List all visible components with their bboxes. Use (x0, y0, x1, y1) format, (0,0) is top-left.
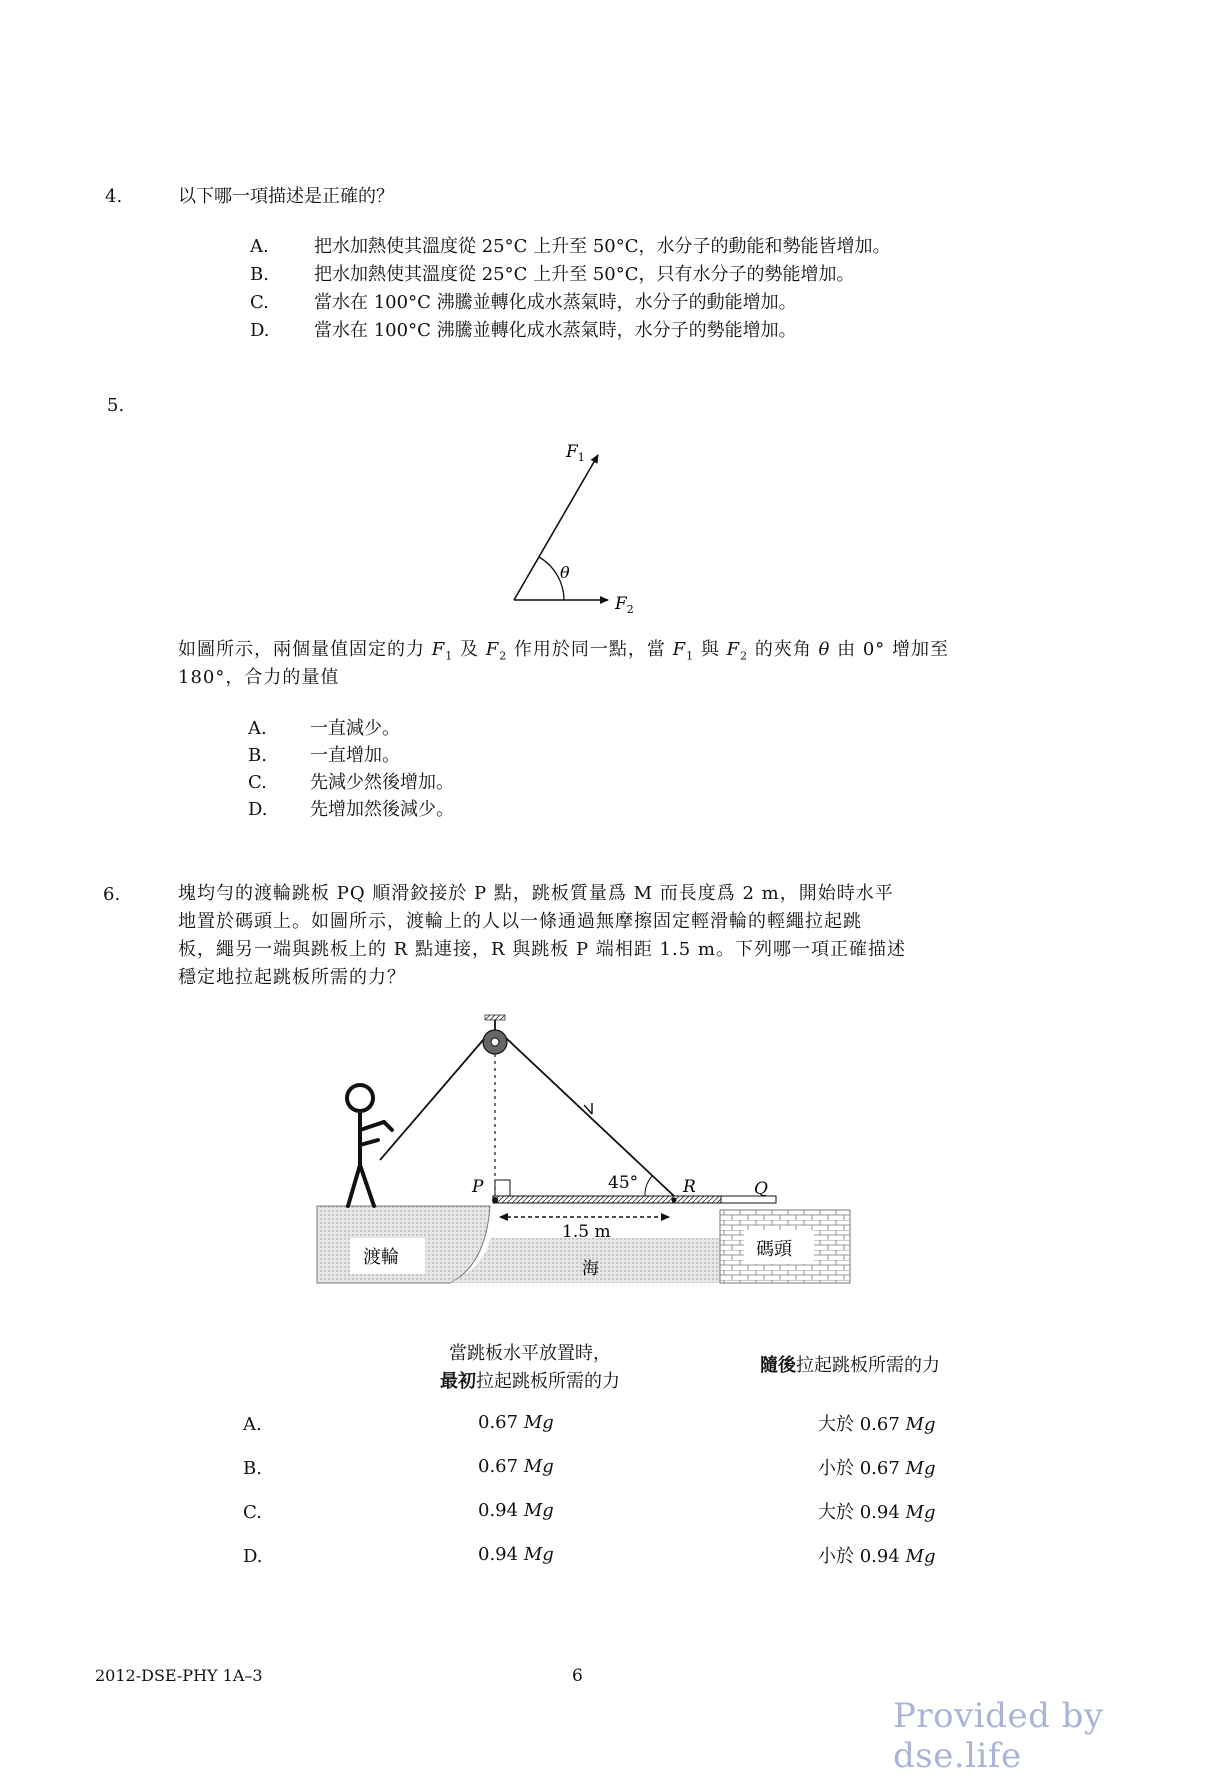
option-text: 當水在 100°C 沸騰並轉化成水蒸氣時，水分子的動能增加。 (314, 292, 797, 313)
paper-code: 2012-DSE-PHY 1A–3 (95, 1666, 263, 1685)
later-force: 小於 0.94 Mg (818, 1546, 936, 1567)
option-text: 把水加熱使其溫度從 25°C 上升至 50°C，只有水分子的勢能增加。 (314, 264, 855, 285)
gangplank-diagram (300, 1010, 870, 1300)
option-letter: B. (243, 1458, 262, 1479)
later-force: 大於 0.67 Mg (818, 1414, 936, 1435)
option-text: 一直減少。 (310, 718, 400, 739)
theta-label: θ (560, 563, 570, 582)
option-text: 當水在 100°C 沸騰並轉化成水蒸氣時，水分子的勢能增加。 (314, 320, 797, 341)
question-number: 5. (107, 395, 125, 416)
question-stem-line: 穩定地拉起跳板所需的力？ (178, 967, 406, 988)
later-force: 小於 0.67 Mg (818, 1458, 936, 1479)
ferry-label: 渡輪 (363, 1247, 399, 1268)
question-stem: 以下哪一項描述是正確的？ (178, 186, 394, 207)
later-force: 大於 0.94 Mg (818, 1502, 936, 1523)
page-number: 6 (572, 1666, 583, 1686)
option-text: 先減少然後增加。 (310, 772, 454, 793)
point-r (672, 1198, 677, 1203)
rope-to-person (380, 1039, 484, 1160)
option-text: 先增加然後減少。 (310, 799, 454, 820)
f1-arrow (514, 455, 598, 600)
initial-force: 0.94 Mg (478, 1500, 554, 1521)
option-letter: A. (248, 718, 267, 739)
question-number: 4. (105, 186, 123, 207)
distance-label: 1.5 m (562, 1222, 611, 1242)
option-letter: C. (248, 772, 267, 793)
option-text: 把水加熱使其溫度從 25°C 上升至 50°C，水分子的動能和勢能皆增加。 (314, 236, 891, 257)
sea-label: 海 (582, 1259, 599, 1279)
option-letter: D. (243, 1546, 263, 1567)
label-r: R (683, 1177, 696, 1197)
option-letter: A. (250, 236, 269, 257)
question-stem-line2: 180°，合力的量值 (178, 667, 340, 688)
pulley-mount (485, 1015, 505, 1020)
initial-force: 0.94 Mg (478, 1544, 554, 1565)
option-letter: B. (248, 745, 267, 766)
option-text: 一直增加。 (310, 745, 400, 766)
watermark: Provided by dse.life (893, 1696, 1104, 1776)
option-letter: D. (248, 799, 268, 820)
question-stem: 如圖所示，兩個量值固定的力 $F_1$ 及 $F_2$ 作用於同一點，當 $F_1$ 與 $F_2$ 的夾角 θ 由 0° 增加至 (178, 639, 950, 663)
gangplank (493, 1196, 721, 1203)
force-vector-diagram (490, 435, 670, 615)
f2-label: $F_2$ (615, 594, 634, 615)
hinge-p (492, 1197, 498, 1203)
question-number: 6. (103, 884, 121, 905)
option-letter: C. (250, 292, 269, 313)
initial-force: 0.67 Mg (478, 1412, 554, 1433)
option-letter: D. (250, 320, 270, 341)
initial-force: 0.67 Mg (478, 1456, 554, 1477)
question-stem-line: 地置於碼頭上。如圖所示，渡輪上的人以一條通過無摩擦固定輕滑輪的輕繩拉起跳 (178, 911, 862, 932)
pier-label: 碼頭 (756, 1239, 792, 1260)
f1-label: $F_1$ (566, 442, 585, 464)
angle-label: 45° (608, 1173, 639, 1193)
table-header-initial: 當跳板水平放置時， 最初拉起跳板所需的力 (440, 1343, 620, 1392)
table-header-later: 隨後拉起跳板所需的力 (760, 1355, 940, 1376)
question-stem-line: 塊均勻的渡輪跳板 PQ 順滑鉸接於 P 點，跳板質量爲 M 而長度爲 2 m，開始時水平 (178, 883, 894, 904)
option-letter: C. (243, 1502, 262, 1523)
label-q: Q (754, 1179, 768, 1199)
option-letter: A. (243, 1414, 262, 1435)
rope-to-r (506, 1038, 674, 1196)
option-letter: B. (250, 264, 269, 285)
person-figure (347, 1085, 392, 1206)
question-stem-line: 板，繩另一端與跳板上的 R 點連接，R 與跳板 P 端相距 1.5 m。下列哪一項正確描述 (178, 939, 906, 960)
label-p: P (472, 1177, 484, 1197)
right-angle-mark (495, 1180, 510, 1197)
